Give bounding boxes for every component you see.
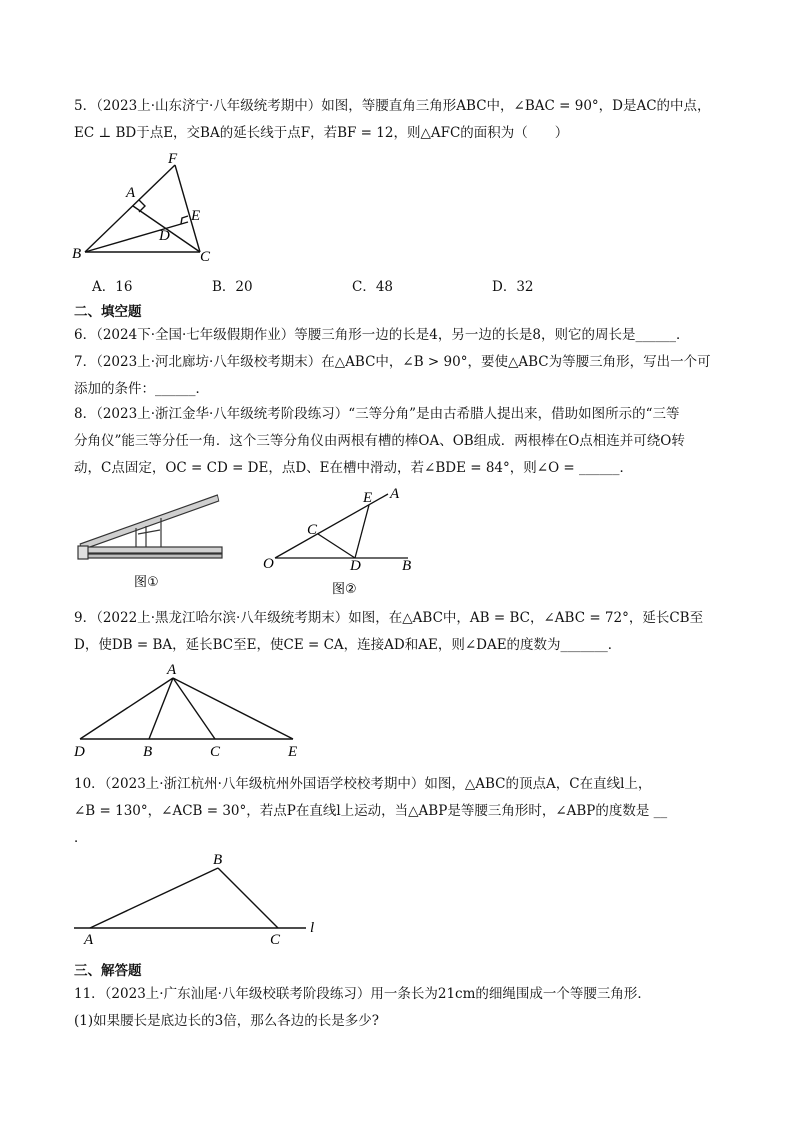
q5-label-D: D	[159, 228, 170, 244]
q8-label-B: B	[402, 558, 412, 574]
q5-option-a: A．16	[92, 279, 133, 295]
q9-text-line1: 9．（2022上·黑龙江哈尔滨·八年级统考期末）如图，在△ABC中，AB = BC，∠ABC = 72°，延长CB至	[74, 610, 704, 626]
q11-text-line1: 11．（2023上·广东汕尾·八年级校联考阶段练习）用一条长为21cm的细绳围成一个等腰三角形．	[74, 986, 651, 1002]
q5-label-A: A	[126, 185, 136, 201]
q9-text-line2: D，使DB = BA，延长BC至E，使CE = CA，连接AD和AE，则∠DAE的度数为_______．	[74, 637, 622, 653]
q5-label-F: F	[168, 151, 178, 167]
q9-label-B: B	[143, 744, 153, 760]
q8-text-line1: 8．（2023上·浙江金华·八年级统考阶段练习）“三等分角”是由古希腊人提出来，借助如图所示的“三等	[74, 406, 680, 422]
q8-figure-2	[260, 488, 420, 596]
q11-text-line2: (1)如果腰长是底边长的3倍，那么各边的长是多少?	[74, 1013, 379, 1029]
q5-option-c: C．48	[352, 279, 394, 295]
section-title-fill-blank: 二、填空题	[74, 304, 142, 320]
q9-figure	[70, 660, 310, 765]
q10-label-C: C	[270, 932, 281, 948]
q9-label-C: C	[210, 744, 221, 760]
q6-text: 6．（2024下·全国·七年级假期作业）等腰三角形一边的长是4，另一边的长是8，则它的周长是______．	[74, 327, 690, 343]
q9-label-E: E	[288, 744, 298, 760]
q8-figure-1	[76, 490, 226, 595]
q8-label-C: C	[307, 522, 318, 538]
q9-label-A: A	[167, 662, 177, 678]
q8-text-line2: 分角仪”能三等分任一角．这个三等分角仪由两根有槽的棒OA、OB组成．两根棒在O点相连并可绕O转	[74, 433, 685, 449]
q7-text-line1: 7．（2023上·河北廊坊·八年级校考期末）在△ABC中，∠B > 90°，要使△ABC为等腰三角形，写出一个可	[74, 354, 711, 370]
q10-text-line3: ．	[74, 830, 88, 846]
q5-text-line1: 5．（2023上·山东济宁·八年级统考期中）如图，等腰直角三角形ABC中，∠BAC = 90°，D是AC的中点，	[74, 98, 711, 114]
q9-label-D: D	[74, 744, 85, 760]
q10-figure	[70, 850, 330, 950]
q8-label-O: O	[263, 556, 274, 572]
q5-label-C: C	[200, 249, 211, 265]
q10-label-B: B	[213, 852, 223, 868]
q5-text-line2: EC ⊥ BD于点E，交BA的延长线于点F，若BF = 12，则△AFC的面积为（ ）	[74, 125, 569, 141]
q5-option-b: B．20	[212, 279, 253, 295]
q5-label-B: B	[72, 246, 82, 262]
q8-fig2-caption: 图②	[332, 582, 357, 597]
q5-label-E: E	[191, 208, 201, 224]
q8-fig1-caption: 图①	[134, 575, 159, 590]
q8-label-A: A	[390, 486, 400, 502]
q5-option-d: D．32	[492, 279, 534, 295]
q10-text-line2: ∠B = 130°，∠ACB = 30°，若点P在直线l上运动，当△ABP是等腰三角形时，∠ABP的度数是 __	[74, 803, 668, 819]
q10-label-l: l	[310, 920, 315, 936]
q8-label-D: D	[350, 558, 361, 574]
q8-text-line3: 动，C点固定，OC = CD = DE，点D、E在槽中滑动，若∠BDE = 84°，则∠O = ______．	[74, 460, 634, 476]
q10-text-line1: 10．（2023上·浙江杭州·八年级杭州外国语学校校考期中）如图，△ABC的顶点A，C在直线l上，	[74, 776, 652, 792]
q10-label-A: A	[84, 932, 94, 948]
q8-label-E: E	[363, 490, 373, 506]
q5-figure	[70, 150, 230, 265]
section-title-solve: 三、解答题	[74, 963, 142, 979]
q7-text-line2: 添加的条件：______．	[74, 381, 209, 397]
